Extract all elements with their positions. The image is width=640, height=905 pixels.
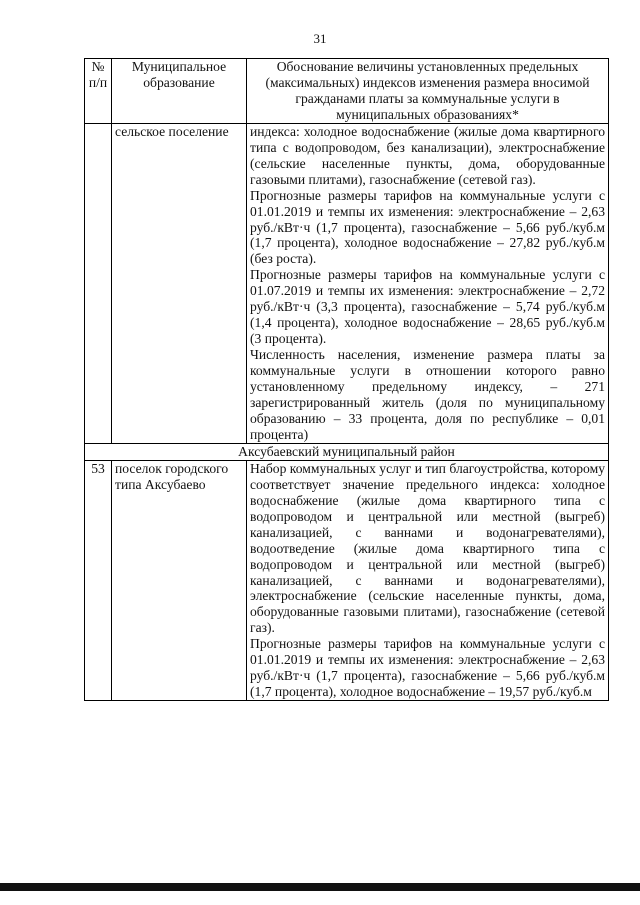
row-municipality: сельское поселение xyxy=(112,123,247,443)
row-justification xyxy=(247,123,609,443)
row-municipality: поселок городского типа Аксубаево xyxy=(112,460,247,700)
paragraph: Прогнозные размеры тарифов на коммунальные услуги с 01.01.2019 и темпы их изменения: электроснабжение – 2,63 руб./кВт·ч (1,7 процента), газоснабжение – 5,66 руб./куб.м (1,7 процента), холодное водоснабжение – 27,82 руб./куб.м (без роста). xyxy=(250,187,605,267)
region-row xyxy=(85,443,609,460)
paragraph: Прогнозные размеры тарифов на коммунальные услуги с 01.07.2019 и темпы их изменения: электроснабжение – 2,72 руб./кВт·ч (3,3 процента), газоснабжение – 5,74 руб./куб.м (1,4 процента), холодное водоснабжение – 28,65 руб./куб.м (3 процента). xyxy=(250,267,605,347)
header-justification: Обоснование величины установленных предельных (максимальных) индексов изменения размера вносимой гражданами платы за коммунальные услуги в муниципальных образованиях* xyxy=(247,59,609,124)
tariff-table xyxy=(84,58,609,701)
table-header-row xyxy=(85,59,609,124)
paragraph: Набор коммунальных услуг и тип благоустройства, которому соответствует значение предельного индекса: холодное водоснабжение (жилые дома квартирного типа с водопроводом и центральной или местной (выгреб) канализацией, с ваннами и водонагревателями), водоотведение (жилые дома квартирного типа с водопроводом и центральной или местной (выгреб) канализацией, с ваннами и водонагревателями), электроснабжение (сельские населенные пункты, дома, оборудованные газовыми плитами), газоснабжение (сетевой газ). xyxy=(250,460,605,636)
header-number: № п/п xyxy=(85,59,112,124)
paragraph: Численность населения, изменение размера платы за коммунальные услуги в отношении которого равно установленному предельному индексу, – 271 зарегистрированный житель (доля по муниципальному образованию – 33 процента, доля по республике – 0,01 процента) xyxy=(250,347,605,442)
header-municipality: Муниципальное образование xyxy=(112,59,247,124)
row-justification xyxy=(247,460,609,700)
paragraph: индекса: холодное водоснабжение (жилые дома квартирного типа с водопроводом, без канализации), электроснабжение (сельские населенные пункты, дома, оборудованные газовыми плитами), газоснабжение (сетевой газ). xyxy=(250,123,605,187)
region-title: Аксубаевский муниципальный район xyxy=(85,443,609,460)
table-row xyxy=(85,123,609,443)
table-row xyxy=(85,460,609,700)
paragraph: Прогнозные размеры тарифов на коммунальные услуги с 01.01.2019 и темпы их изменения: электроснабжение – 2,63 руб./кВт·ч (1,7 процента), газоснабжение – 5,66 руб./куб.м (1,7 процента), холодное водоснабжение – 19,57 руб./куб.м xyxy=(250,636,605,700)
row-number: 53 xyxy=(85,460,112,700)
page-number: 31 xyxy=(313,31,327,46)
scan-edge xyxy=(0,883,640,891)
row-number xyxy=(85,123,112,443)
